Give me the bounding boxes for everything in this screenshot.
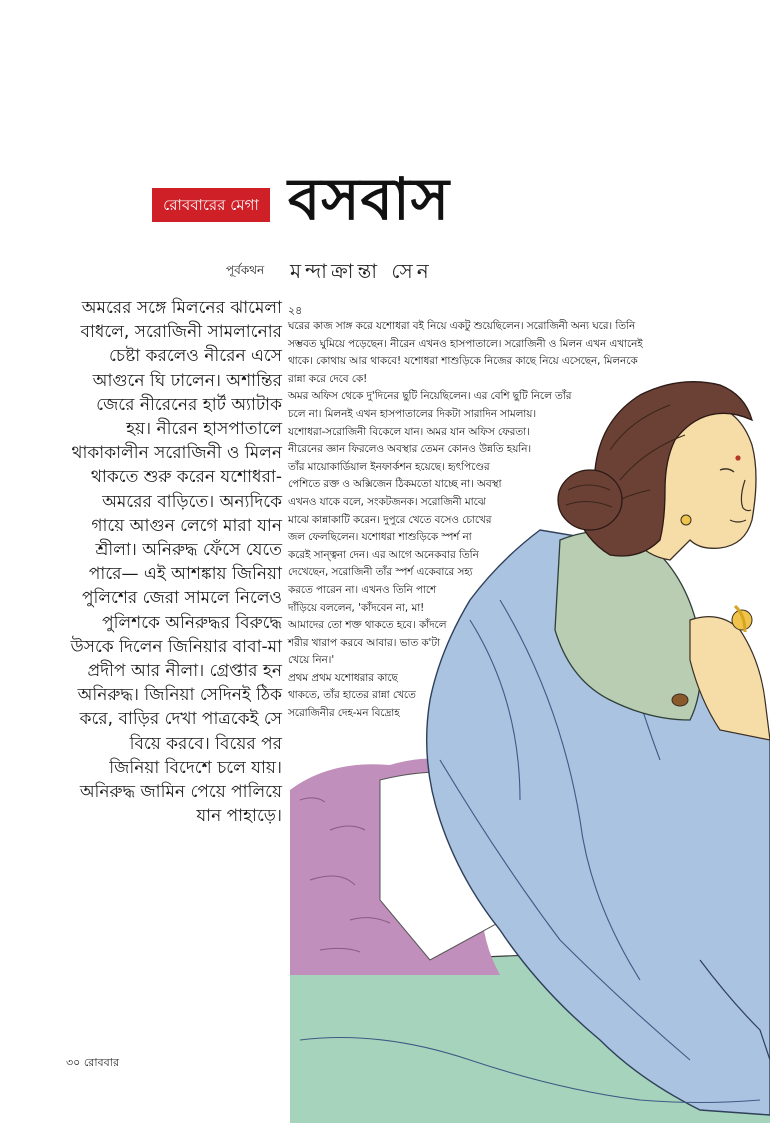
story-line: রান্না করে দেবে কে! — [288, 372, 368, 385]
summary-line: গায়ে আগুন লেগে মারা যান — [91, 515, 282, 536]
author-name: মন্দাক্রান্তা সেন — [290, 259, 433, 283]
story-line: চলে না। মিলনই এখন হাসপাতালের দিকটা সারাদিন সামলায়। — [288, 407, 537, 420]
summary-line: অমরের সঙ্গে মিলনের ঝামেলা — [81, 298, 282, 318]
story-line: এখনও যাকে বলে, সংকটজনক। সরোজিনী মাঝে — [288, 495, 486, 508]
story-line: সম্ভবত ঘুমিয়ে পড়েছেন। নীরেন এখনও হাসপাতালে। সরোজিনী ও মিলন এখন এখানেই — [288, 337, 643, 350]
story-line: আমাদের তো শক্ত থাকতে হবে। কাঁদলে — [288, 619, 447, 632]
story-line: ঘরের কাজ সাঙ্গ করে যশোধরা বই নিয়ে একটু শুয়েছিলেন। সরোজিনী অন্য ঘরে। তিনি — [288, 320, 636, 332]
summary-line: বিয়ে করবে। বিয়ের পর — [129, 733, 282, 754]
summary-line: পুলিশের জেরা সামলে নিলেও — [81, 588, 282, 609]
summary-line: অনিরুদ্ধ। জিনিয়া সেদিনই ঠিক — [77, 685, 282, 706]
story-line: প্রথম প্রথম যশোধরার কাছে — [288, 671, 398, 684]
summary-line: জিনিয়া বিদেশে চলে যায়। — [109, 757, 282, 778]
story-line: খেয়ে নিন।' — [288, 654, 335, 667]
story-line: জল ফেলছিলেন। যশোধরা শাশুড়িকে স্পর্শ না — [288, 531, 472, 544]
summary-line: অমরের বাড়িতে। অন্যদিকে — [102, 491, 282, 512]
summary-line: শ্রীলা। অনিরুদ্ধ ফেঁসে যেতে — [95, 540, 282, 561]
story-line: থাকতে, তাঁর হাতের রান্না খেতে — [288, 689, 416, 702]
summary-line: জেরে নীরেনের হার্ট অ্যাটাক — [96, 394, 282, 415]
page-footer — [66, 1054, 119, 1073]
story-line: তাঁর মায়োকার্ডিয়াল ইনফার্কশন হয়েছে। হৃৎপিণ্ডের — [288, 460, 490, 473]
story-line: মাঝে কান্নাকাটি করেন। দুপুরে খেতে বসেও চোখের — [288, 513, 492, 526]
story-line: করেই সান্ত্বনা দেন। এর আগে অনেকবার তিনি — [288, 548, 479, 561]
summary-column — [70, 296, 282, 828]
story-line: যশোধরা-সরোজিনী বিকেলে যান। অমর যান অফিস ফেরতা। — [288, 425, 530, 438]
story-line: সরোজিনীর দেহ-মন বিদ্রোহ — [288, 707, 400, 720]
story-line: অমর অফিস থেকে দু'দিনের ছুটি নিয়েছিলেন। এর বেশি ছুটি নিলে তাঁর — [288, 390, 572, 403]
summary-line: থাকতে শুরু করেন যশোধরা- — [90, 467, 282, 488]
summary-line: চেষ্টা করলেও নীরেন এসে — [109, 346, 282, 367]
prelude-label: পূর্বকথন — [226, 263, 265, 277]
summary-line: করে, বাড়ির দেখা পাত্রকেই সে — [79, 709, 282, 730]
story-line: দাঁড়িয়ে বললেন, 'কাঁদবেন না, মা! — [288, 601, 425, 614]
section-badge: রোববারের মেগা — [152, 188, 270, 222]
chapter-number: ২৪ — [288, 304, 303, 317]
summary-line: হয়। নীরেন হাসপাতালে — [126, 419, 282, 440]
summary-line: থাকাকালীন সরোজিনী ও মিলন — [71, 443, 282, 464]
summary-line: উসকে দিলেন জিনিয়ার বাবা-মা — [70, 636, 282, 657]
summary-line: অনিরুদ্ধ জামিন পেয়ে পালিয়ে — [79, 782, 282, 803]
story-line: থাকে। কোথায় আর থাকবে! যশোধরা শাশুড়িকে নিজের কাছে নিয়ে এসেছেন, মিলনকে — [288, 355, 638, 368]
story-line: করতে পারেন না। এখনও তিনি পাশে — [288, 583, 437, 596]
page-number: ৩০ — [66, 1056, 81, 1069]
summary-line: আগুনে ঘি ঢালেন। অশান্তির — [92, 370, 282, 391]
story-title: বসবাস — [288, 165, 451, 233]
story-line: শরীর খারাপ করবে আবার। ভাত ক'টা — [288, 636, 440, 649]
story-line: পেশিতে রক্ত ও অক্সিজেন ঠিকমতো যাচ্ছে না। অবস্থা — [288, 478, 502, 491]
story-line: নীরেনের জ্ঞান ফিরলেও অবস্থার তেমন কোনও উন্নতি হয়নি। — [288, 443, 532, 456]
magazine-name: রোববার — [83, 1056, 120, 1069]
summary-line: যান পাহাড়ে। — [196, 806, 282, 827]
story-column — [288, 318, 758, 723]
summary-line: প্রদীপ আর নীলা। গ্রেপ্তার হন — [87, 661, 282, 682]
summary-line: পারে— এই আশঙ্কায় জিনিয়া — [88, 564, 282, 585]
story-line: দেখেছেন, সরোজিনী তাঁর স্পর্শ একেবারে সহ্য — [288, 566, 473, 579]
summary-line: বাধলে, সরোজিনী সামলানোর — [80, 322, 282, 343]
summary-line: পুলিশকে অনিরুদ্ধর বিরুদ্ধে — [102, 612, 282, 633]
